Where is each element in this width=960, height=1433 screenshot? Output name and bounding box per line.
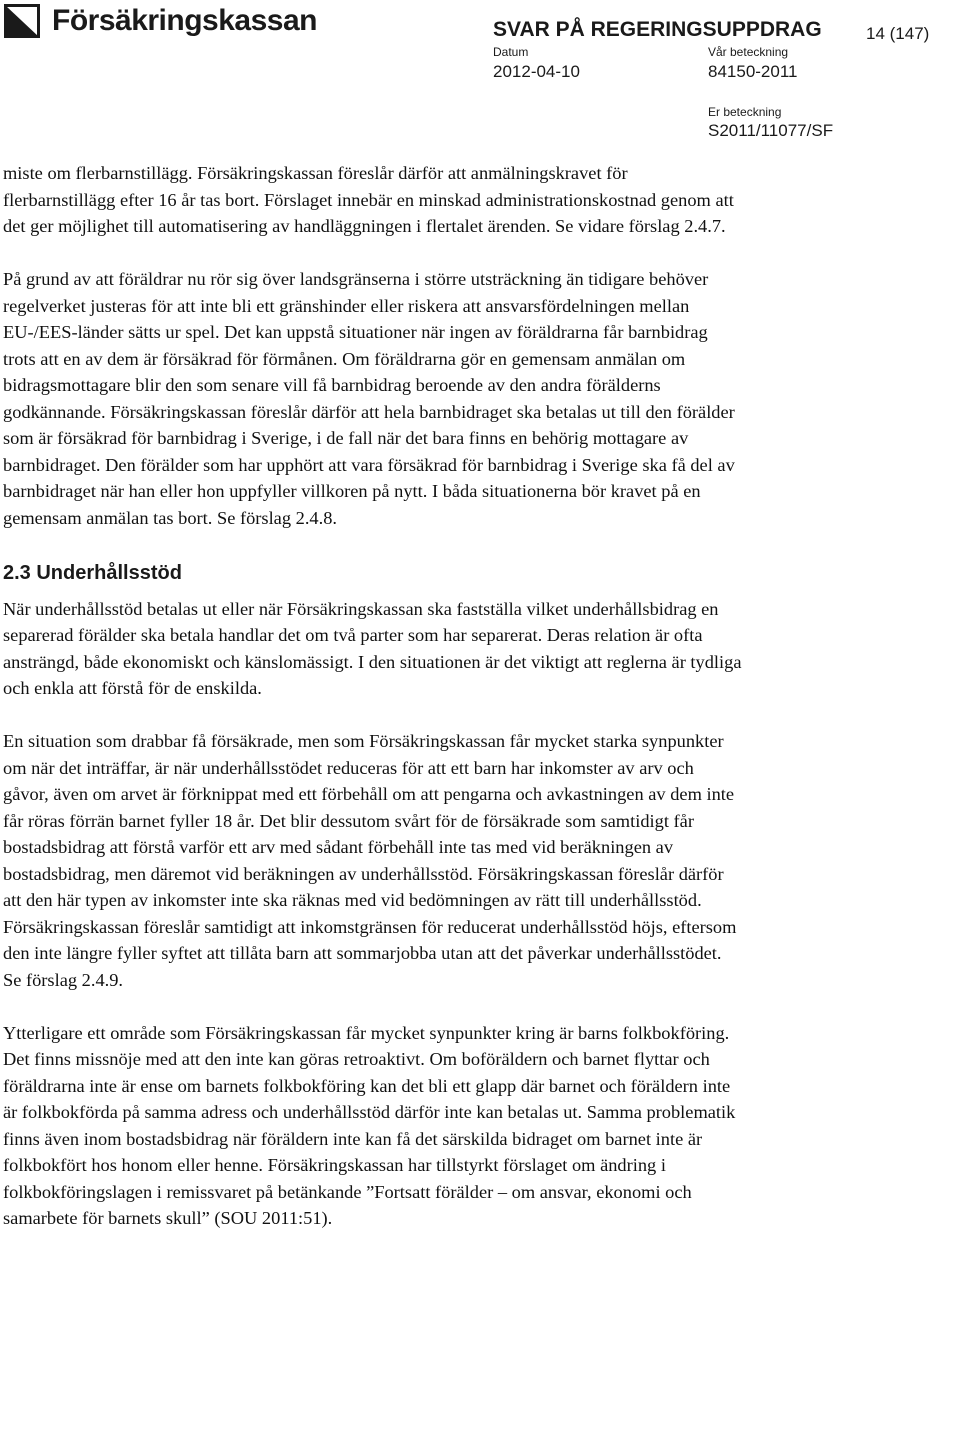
paragraph-flerbarnstillagg: miste om flerbarnstillägg. Försäkringskassan föreslår därför att anmälningskravet för flerbarnstillägg efter 16 år tas bort. Förslaget innebär en minskad administrationskostnad genom att det ger möjlighet till automatisering av handläggningen i flertalet ärenden. Se vidare förslag 2.4.7. xyxy=(3,163,734,236)
document-body xyxy=(3,160,743,1258)
page-number: 14 (147) xyxy=(866,24,930,43)
var-beteckning-label: Vår beteckning xyxy=(708,45,789,59)
datum-label: Datum xyxy=(493,45,529,59)
forsakringskassan-logo-icon xyxy=(4,4,40,38)
logo xyxy=(4,4,317,38)
logo-text: Försäkringskassan xyxy=(52,4,317,37)
er-beteckning-value: S2011/11077/SF xyxy=(708,121,834,140)
section-heading: 2.3 Underhållsstöd xyxy=(3,561,182,584)
var-beteckning-value: 84150-2011 xyxy=(708,62,798,81)
paragraph-underhallsstod-intro: När underhållsstöd betalas ut eller när Försäkringskassan ska fastställa vilket underhållsbidrag en separerad förälder ska betala handlar det om två parter som har separerat. Deras relation är ofta ansträngd, både ekonomiskt och känslomässigt. I den situationen är det viktigt att reglerna är tydliga och enkla att förstå för de enskilda. xyxy=(3,598,742,698)
paragraph-barnbidrag: På grund av att föräldrar nu rör sig över landsgränserna i större utsträckning än tidigare behöver regelverket justeras för att inte bli ett gränshinder eller riskera att ansvarsfördelningen mellan EU-/EES-länder sätts ur spel. Det kan uppstå situationer när ingen av föräldrarna får barnbidrag trots att en av dem är försäkrad för förmånen. Om föräldrarna gör en gemensam anmälan om bidragsmottagare blir den som senare vill få barnbidrag beroende av den andra förälderns godkännande. Försäkringskassan föreslår därför att hela barnbidraget ska betalas ut till den förälder som är försäkrad för barnbidrag i Sverige, i de fall när det bara finns en behörig mottagare av barnbidraget. Den förälder som har upphört att vara försäkrad för barnbidrag i Sverige ska få del av barnbidraget när han eller hon uppfyller villkoren på nytt. I båda situationerna bör kravet på en gemensam anmälan tas bort. Se förslag 2.4.8. xyxy=(3,269,735,528)
paragraph-folkbokforing: Ytterligare ett område som Försäkringskassan får mycket synpunkter kring är barns folkbokföring. Det finns missnöje med att den inte kan göras retroaktivt. Om boföräldern och barnet flyttar och föräldrarna inte är ense om barnets folkbokföring kan det bli ett glapp där barnet och föräldern inte är folkbokförda på samma adress och underhållsstöd därför inte kan betalas ut. Samma problematik finns även inom bostadsbidrag när föräldern inte kan få det särskilda bidraget om barnet inte är folkbokfört hos honom eller henne. Försäkringskassan har tillstyrkt förslaget om ändring i folkbokföringslagen i remissvaret på betänkande ”Fortsatt förälder – om ansvar, ekonomi och samarbete för barnets skull” (SOU 2011:51). xyxy=(3,1022,736,1228)
er-beteckning-label: Er beteckning xyxy=(708,105,782,119)
document-title: SVAR PÅ REGERINGSUPPDRAG xyxy=(493,18,822,41)
paragraph-arv-och-gavor: En situation som drabbar få försäkrade, men som Försäkringskassan får mycket starka synpunkter om när det inträffar, är när underhållsstödet reduceras för att ett barn har inkomster av arv och gåvor, även om arvet är förknippat med ett förbehåll om att pengarna och avkastningen av dem inte får röras förrän barnet fyller 18 år. Det blir dessutom svårt för de försäkrade som samtidigt får bostadsbidrag att förstå varför ett arv med sådant förbehåll inte tas med vid beräkningen av bostadsbidrag, men däremot vid beräkningen av underhållsstöd. Försäkringskassan föreslår därför att den här typen av inkomster inte ska räknas med vid bedömningen av rätt till underhållsstöd. Försäkringskassan föreslår samtidigt att inkomstgränsen för reducerat underhållsstöd höjs, eftersom den inte längre fyller syftet att tillåta barn att sommarjobba utan att det påverkar underhållsstödet. Se förslag 2.4.9. xyxy=(3,731,737,990)
datum-value: 2012-04-10 xyxy=(493,62,580,81)
